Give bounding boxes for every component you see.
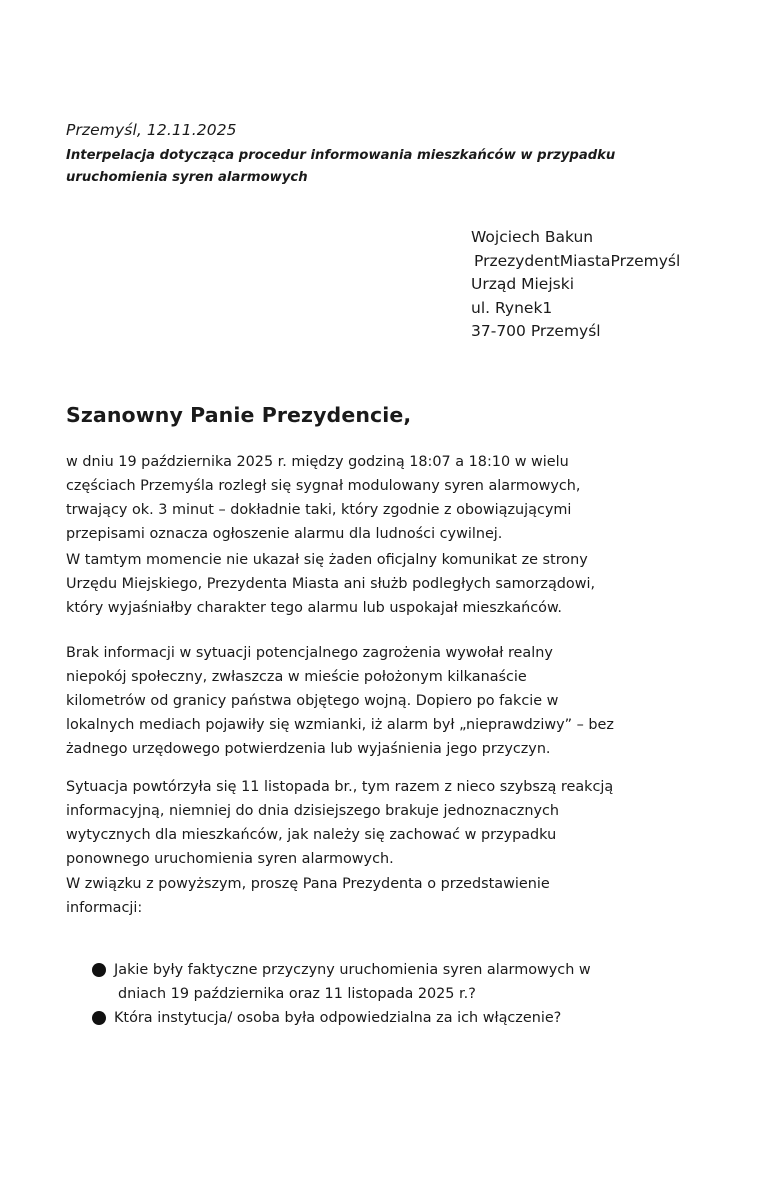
question-line: Która instytucja/ osoba była odpowiedzialna za ich włączenie? [114,1010,562,1026]
questions-list [90,958,710,1030]
question-line: dniach 19 października oraz 11 listopada 2025 r.? [118,986,476,1002]
subject-line: uruchomienia syren alarmowych [66,170,308,185]
paragraph-line: informacyjną, niemniej do dnia dzisiejszego brakuje jednoznacznych [66,803,559,819]
paragraph-no-communication [66,548,711,620]
paragraph-line: ponownego uruchomienia syren alarmowych. [66,851,394,867]
paragraph-line: niepokój społeczny, zwłaszcza w mieście położonym kilkanaście [66,669,527,685]
paragraph-line: Urzędu Miejskiego, Prezydenta Miasta ani służb podległych samorządowi, [66,576,596,592]
paragraph-line: przepisami oznacza ogłoszenie alarmu dla ludności cywilnej. [66,526,503,542]
paragraph-line: W związku z powyższym, proszę Pana Prezydenta o przedstawienie [66,876,550,892]
paragraph-line: kilometrów od granicy państwa objętego wojną. Dopiero po fakcie w [66,693,559,709]
paragraph-incident [66,450,711,546]
paragraph-line: w dniu 19 października 2025 r. między godziną 18:07 a 18:10 w wielu [66,454,569,470]
paragraph-line: lokalnych mediach pojawiły się wzmianki, iż alarm był „nieprawdziwy” – bez [66,717,614,733]
paragraph-line: który wyjaśniałby charakter tego alarmu lub uspokajał mieszkańców. [66,600,563,616]
list-item [90,1006,710,1030]
place-date: Przemyśl, 12.11.2025 [66,121,237,139]
recipient-name: Wojciech Bakun [471,228,594,246]
question-line: Jakie były faktyczne przyczyny uruchomienia syren alarmowych w [114,962,591,978]
paragraph-line: trwający ok. 3 minut – dokładnie taki, który zgodnie z obowiązującymi [66,502,572,518]
paragraph-line: W tamtym momencie nie ukazał się żaden oficjalny komunikat ze strony [66,552,588,568]
paragraph-line: informacji: [66,900,143,916]
recipient-street: ul. Rynek1 [471,298,553,317]
salutation: Szanowny Panie Prezydencie, [66,403,412,427]
paragraph-line: żadnego urzędowego potwierdzenia lub wyjaśnienia jego przyczyn. [66,741,551,757]
paragraph-line: Brak informacji w sytuacji potencjalnego zagrożenia wywołał realny [66,645,553,661]
recipient-title: PrzezydentMiastaPrzemyśl [474,251,681,270]
subject-line: Interpelacja dotycząca procedur informowania mieszkańców w przypadku [66,148,616,163]
paragraph-line: częściach Przemyśla rozległ się sygnał modulowany syren alarmowych, [66,478,581,494]
paragraph-line: wytycznych dla mieszkańców, jak należy się zachować w przypadku [66,827,557,843]
recipient-city: 37-700 Przemyśl [471,322,601,341]
bullet-icon [92,963,106,977]
recipient-address-block [471,226,680,344]
recipient-office: Urząd Miejski [471,275,574,294]
paragraph-line: Sytuacja powtórzyła się 11 listopada br., tym razem z nieco szybszą reakcją [66,779,614,795]
paragraph-public-concern [66,641,711,761]
paragraph-repeat-incident [66,775,711,871]
bullet-icon [92,1011,106,1025]
list-item [90,958,710,1006]
subject-heading [66,145,686,189]
paragraph-request [66,872,711,920]
